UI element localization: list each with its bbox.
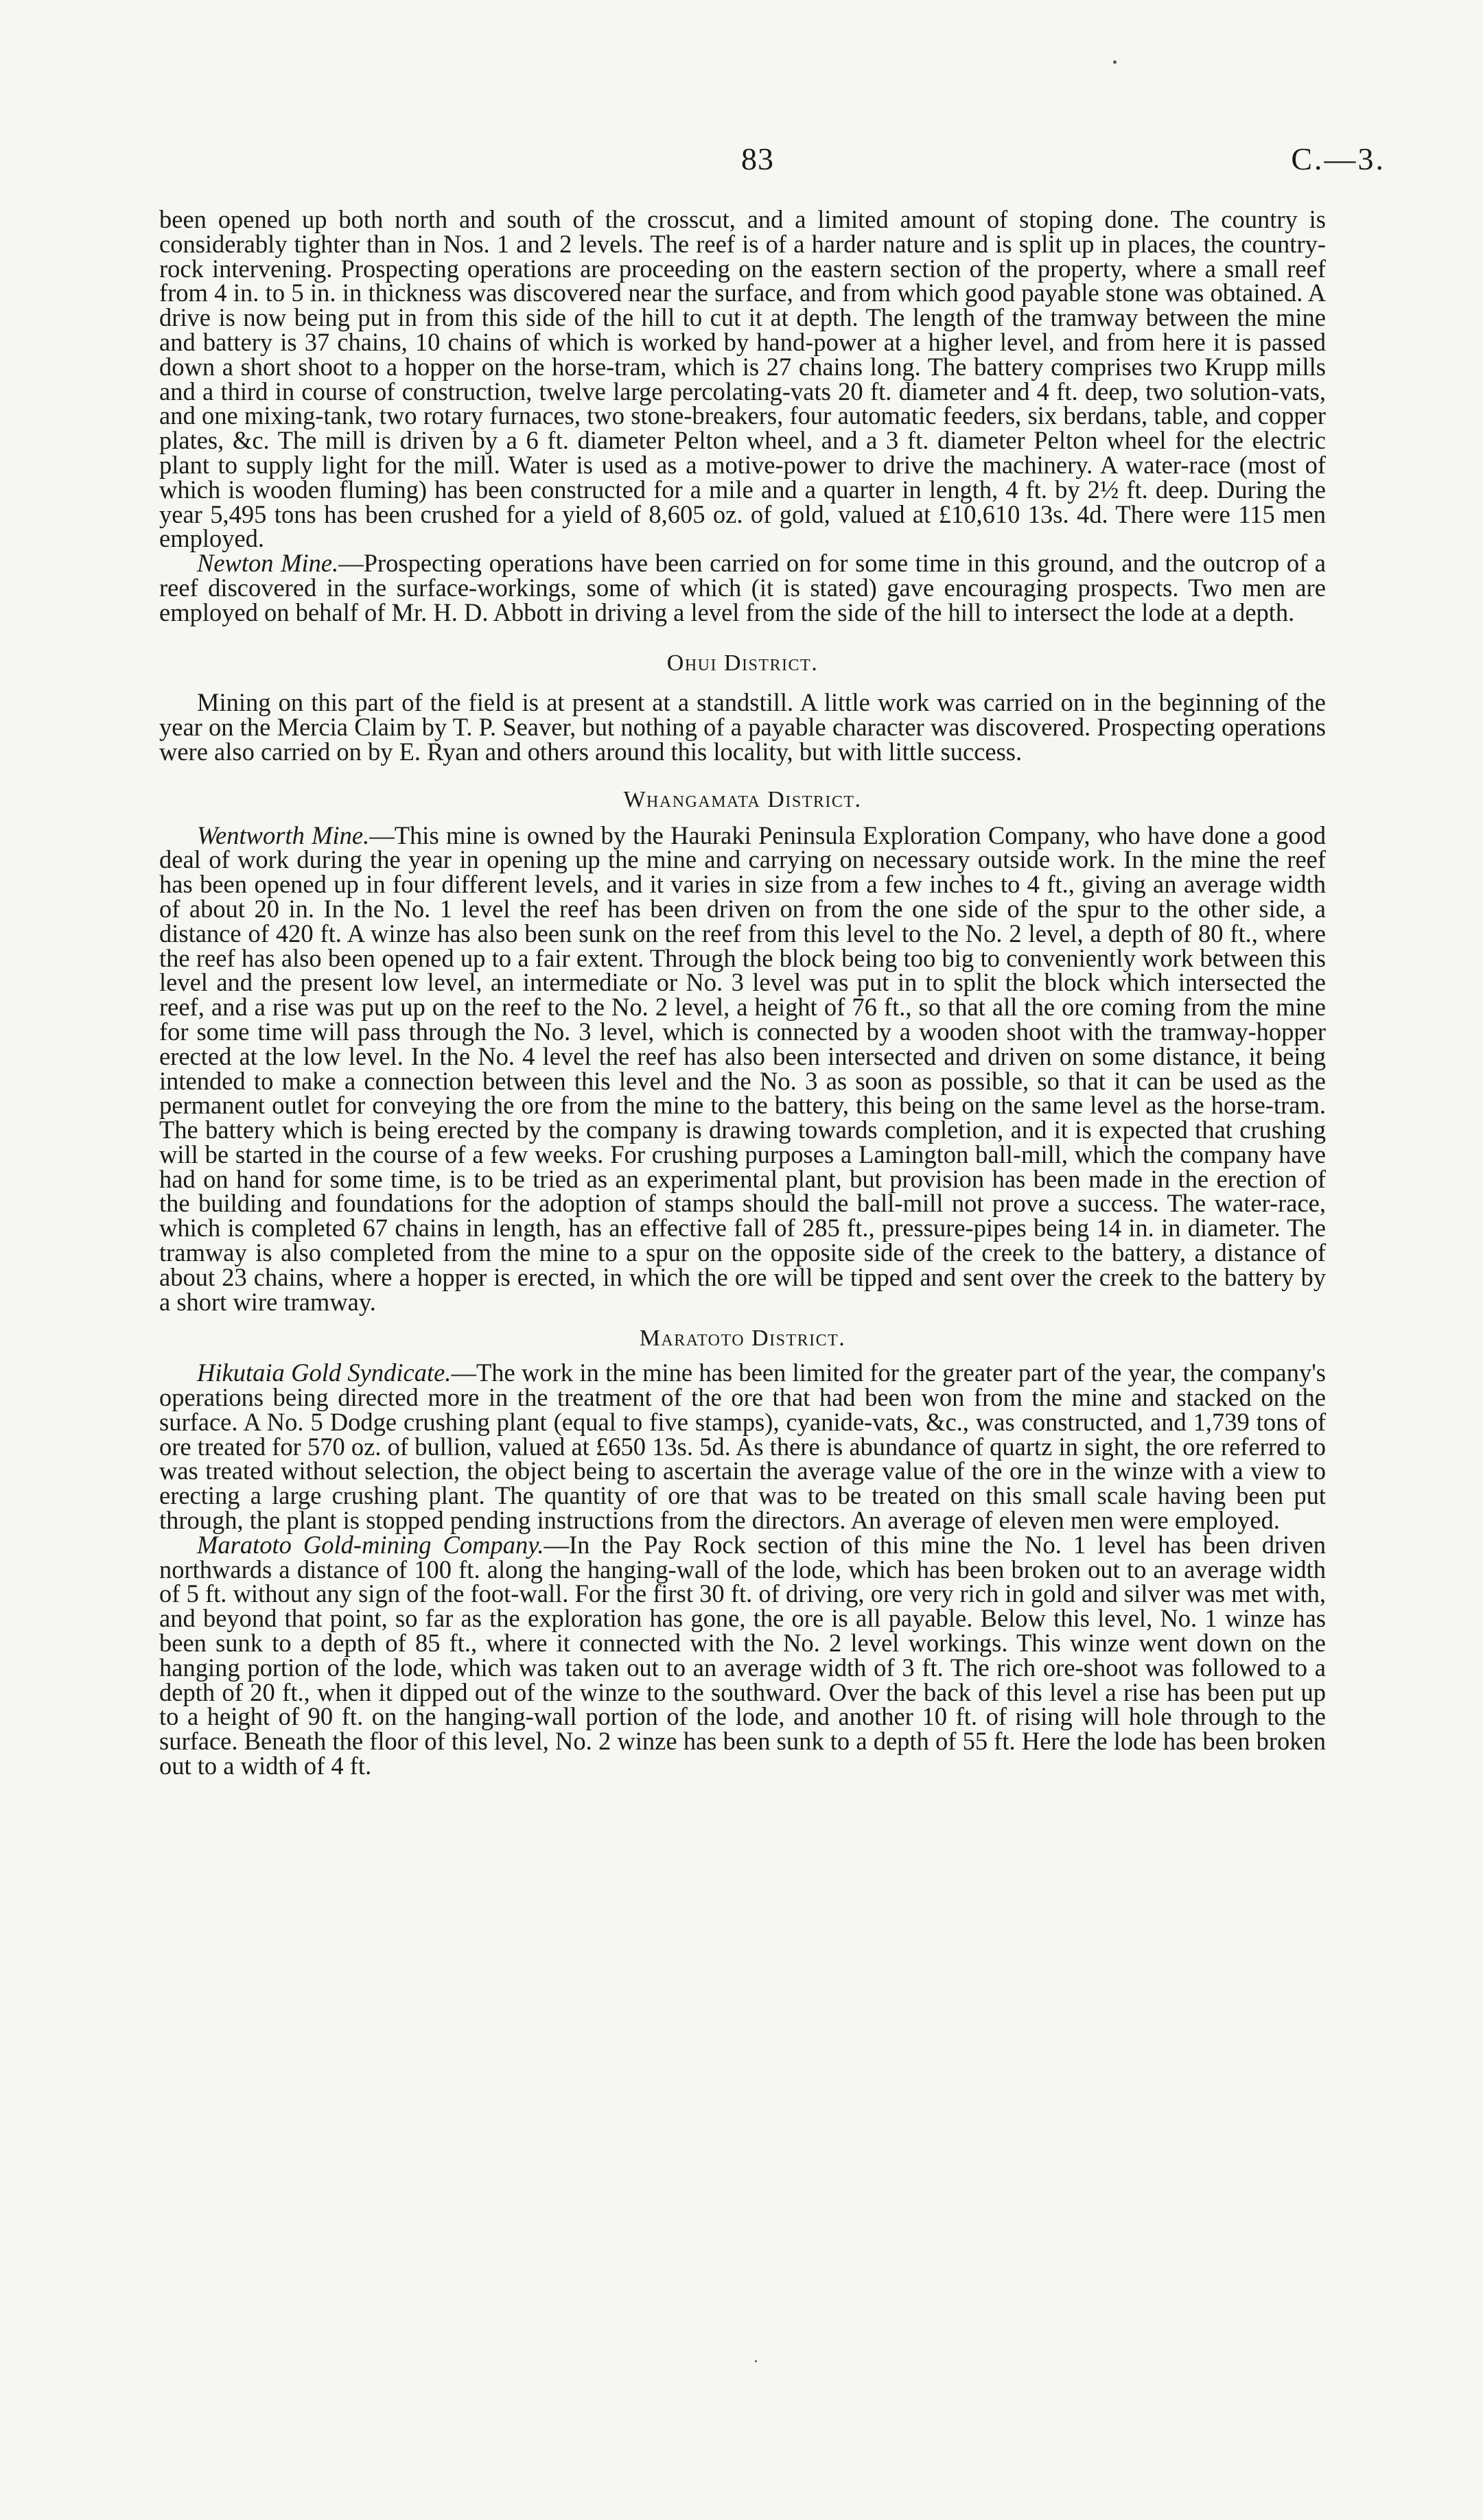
maratoto-company-paragraph — [159, 1530, 1326, 1780]
scan-speck — [1113, 60, 1117, 64]
newton-mine-text: —Prospecting operations have been carried on for some time in this ground, and the outcrop of a reef discovered in the surface-workings, some of which (it is stated) gave encouraging prospects. Two men are employed on behalf of Mr. H. D. Abbott in driving a level from the side of the hill to intersect the lode at a depth. — [159, 549, 1326, 626]
report-body — [159, 207, 1326, 1778]
hikutaia-syndicate-paragraph — [159, 1358, 1326, 1535]
whangamata-district-heading: Whangamata District. — [623, 786, 862, 812]
ohui-district-paragraph: Mining on this part of the field is at present at a standstill. A little work was carried on in the beginning of the year on the Mercia Claim by T. P. Seaver, but nothing of a payable character was discovered. Prospecting operations were also carried on by E. Ryan and others around this locality, but with little success. — [159, 688, 1326, 766]
continuation-paragraph: been opened up both north and south of the crosscut, and a limited amount of stoping done. The country is considerably tighter than in Nos. 1 and 2 levels. The reef is of a harder nature and is split up in places, the country-rock intervening. Prospecting operations are proceeding on the eastern section of the property, where a small reef from 4 in. to 5 in. in thickness was discovered near the surface, and from which good payable stone was obtained. A drive is now being put in from this side of the hill to cut it at depth. The length of the tramway between the mine and battery is 37 chains, 10 chains of which is worked by hand-power at a higher level, and from here it is passed down a short shoot to a hopper on the horse-tram, which is 27 chains long. The battery comprises two Krupp mills and a third in course of construction, twelve large percolating-vats 20 ft. diameter and 4 ft. deep, two solution-vats, and one mixing-tank, two rotary furnaces, two stone-breakers, four automatic feeders, six berdans, table, and copper plates, &c. The mill is driven by a 6 ft. diameter Pelton wheel, and a 3 ft. diameter Pelton wheel for the electric plant to supply light for the mill. Water is used as a motive-power to drive the machinery. A water-race (most of which is wooden fluming) has been constructed for a mile and a quarter in length, 4 ft. by 2½ ft. deep. During the year 5,495 tons has been crushed for a yield of 8,605 oz. of gold, valued at £10,610 13s. 4d. There were 115 men employed. — [159, 205, 1326, 553]
newton-mine-paragraph — [159, 551, 1326, 624]
hikutaia-syndicate-name: Hikutaia Gold Syndicate. — [197, 1358, 452, 1387]
wentworth-mine-paragraph — [159, 823, 1326, 1315]
page-number: 83 — [741, 141, 774, 176]
document-reference: C.—3. — [1291, 141, 1386, 176]
maratoto-district-heading: Maratoto District. — [639, 1326, 846, 1352]
maratoto-company-text: —In the Pay Rock section of this mine the No. 1 level has been driven northwards a distance of 100 ft. along the hanging-wall of the lode, which has been broken out to an average width of 5 ft. without any sign of the foot-wall. For the first 30 ft. of driving, ore very rich in gold and silver was met with, and beyond that point, so far as the exploration has gone, the ore is all payable. Below this level, No. 1 winze has been sunk to a depth of 85 ft., where it connected with the No. 2 level workings. This winze went down on the hanging portion of the lode, which was taken out to an average width of 3 ft. The rich ore-shoot was followed to a depth of 20 ft., when it dipped out of the winze to the southward. Over the back of this level a rise has been put up to a height of 90 ft. on the hanging-wall portion of the lode, and another 10 ft. of rising will hole through to the surface. Beneath the floor of this level, No. 2 winze has been sunk to a depth of 55 ft. Here the lode has been broken out to a width of 4 ft. — [159, 1530, 1326, 1780]
scan-speck — [755, 2360, 757, 2362]
maratoto-company-name: Maratoto Gold-mining Company. — [197, 1530, 544, 1559]
wentworth-mine-text: —This mine is owned by the Hauraki Peninsula Exploration Company, who have done a good deal of work during the year in opening up the mine and carrying on necessary outside work. In the mine the reef has been opened up in four different levels, and it varies in size from a few inches to 4 ft., giving an average width of about 20 in. In the No. 1 level the reef has been driven on from the one side of the spur to the other side, a distance of 420 ft. A winze has also been sunk on the reef from this level to the No. 2 level, a depth of 80 ft., where the reef has also been opened up to a fair extent. Through the block being too big to conveniently work between this level and the present low level, an intermediate or No. 3 level was put in to split the block which intersected the reef, and a rise was put up on the reef to the No. 2 level, a height of 76 ft., so that all the ore coming from the mine for some time will pass through the No. 3 level, which is connected by a wooden shoot with the tramway-hopper erected at the low level. In the No. 4 level the reef has also been intersected and driven on some distance, it being intended to make a connection between this level and the No. 3 as soon as possible, so that it can be used as the permanent outlet for conveying the ore from the mine to the battery, this being on the same level as the horse-tram. The battery which is being erected by the company is drawing towards completion, and it is expected that crushing will be started in the course of a few weeks. For crushing purposes a Lamington ball-mill, which the company have had on hand for some time, is to be tried as an experimental plant, but provision has been made in the erection of the building and foundations for the adoption of stamps should the ball-mill not prove a success. The water-race, which is completed 67 chains in length, has an effective fall of 285 ft., pressure-pipes being 14 in. in diameter. The tramway is also completed from the mine to a spur on the opposite side of the creek to the battery, a distance of about 23 chains, where a hopper is erected, in which the ore will be tipped and sent over the creek to the battery by a short wire tramway. — [159, 821, 1326, 1316]
hikutaia-syndicate-text: —The work in the mine has been limited for the greater part of the year, the company's operations being directed more in the treatment of the ore that had been won from the mine and stacked on the surface. A No. 5 Dodge crushing plant (equal to five stamps), cyanide-vats, &c., was constructed, and 1,739 tons of ore treated for 570 oz. of bullion, valued at £650 13s. 5d. As there is abundance of quartz in sight, the ore referred to was treated without selection, the object being to ascertain the average value of the ore in the winze with a view to erecting a large crushing plant. The quantity of ore that was to be treated on this small scale having been put through, the plant is stopped pending instructions from the directors. An average of eleven men were employed. — [159, 1358, 1326, 1535]
newton-mine-name: Newton Mine. — [197, 549, 339, 578]
ohui-district-heading: Ohui District. — [666, 650, 819, 676]
wentworth-mine-name: Wentworth Mine. — [197, 821, 370, 849]
